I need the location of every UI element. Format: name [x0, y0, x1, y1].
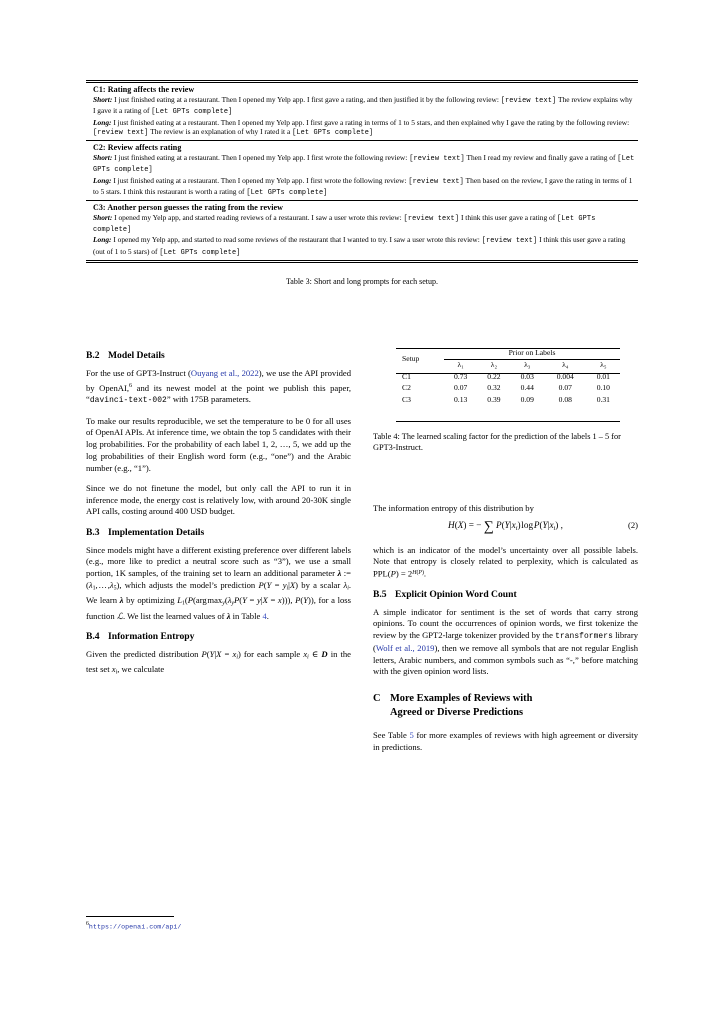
placeholder-completion: [Let GPTs complete] [93, 154, 635, 175]
equation-number: (2) [627, 519, 638, 530]
section-number: B.2 [86, 350, 100, 361]
paragraph-b3-1: Since models might have a different existing preference over different labels (e.g., more like to predict a neutral score such as “3”), we use a small portion, 1K samples, of the training set to learn an additional parameter λ := ($\lambda_1$, … $,\lambda_5$), which adjusts the model’s prediction $P(Y = y_i|X)$ by a scalar $\lambda_i$. We learn λ by optimizing $L_1(P(arg$ $\max_y(\lambda_yP(Y = y|X = x))$), P(Y)), for a loss function ℒ. We list the learned values of λ in Table 4. [86, 544, 351, 621]
paragraph-c-1: See Table 5 for more examples of reviews with high agreement or diversity in predictions. [373, 730, 638, 752]
short-label: Short: [93, 212, 113, 222]
section-number: C [373, 693, 381, 705]
table-4-cell: 0.07 [454, 383, 468, 393]
footnote-url-link[interactable]: https://openai.com/api/ [88, 923, 182, 931]
citation-link-wolf[interactable]: Wolf et al., 2019 [375, 642, 435, 653]
left-column [86, 350, 351, 680]
table-4-cell: 0.22 [487, 371, 501, 381]
table-row [396, 394, 620, 405]
table-row [396, 383, 620, 394]
table-4-col-lambda1: λ₁ [457, 360, 464, 370]
section-title: More Examples of Reviews with Agreed or Diverse Predictions [390, 693, 533, 718]
table-3-long-c2 [86, 176, 638, 199]
short-text: I just finished eating at a restaurant. Then I opened my Yelp app. I first gave a rating, and then justified it by the following review: [review text] The review explains why I gave it a rating of [Let GPTs complete] [93, 95, 633, 117]
table-4-row-setup: C2 [402, 383, 411, 393]
table-4-setup-header: Setup [402, 354, 420, 364]
table-4-row-setup: C1 [402, 371, 411, 381]
table-3-heading-c1: C1: Rating affects the review [93, 84, 195, 94]
table-4-cell: 0.07 [558, 383, 572, 393]
table-3 [86, 80, 638, 287]
table-4-cell: 0.32 [487, 383, 501, 393]
model-name: davinci-text-002 [89, 396, 167, 406]
table-4-cell: 0.13 [454, 394, 468, 404]
placeholder-review-text: [review text] [403, 214, 460, 223]
long-text: I opened my Yelp app, and started to read some reviews of the restaurant that I wanted to try. I saw a user wrote this review: [review text] I think this user gave a rating (out of 1 to 5 stars) of [Let GPTs complete] [93, 235, 626, 257]
table-4-cell: 0.39 [487, 394, 501, 404]
footnote-marker[interactable]: 6 [128, 381, 133, 389]
placeholder-review-text: [review text] [409, 154, 465, 163]
table-3-short-c2 [86, 153, 638, 176]
section-title: Model Details [108, 350, 165, 361]
paragraph-b2-2: To make our results reproducible, we set the temperature to be 0 for all uses of OpenAI APIs. At inference time, we obtain the top 5 candidates with their log probabilities. For the probability of each label 1, 2, …, 5, we add up the log probabilities of their English word form (e.g., “one”) and the Arabic number (e.g., “1”). [86, 415, 351, 473]
long-text: I just finished eating at a restaurant. Then I opened my Yelp app. I first gave a rating in terms of 1 to 5 stars, and then explained why I gave the rating by the following review: [review text] The review is an explanation of why I rated it a [Let GPTs complete] [93, 117, 630, 137]
footnote-number: 6 [86, 921, 89, 927]
section-number: B.3 [86, 526, 100, 538]
placeholder-completion: [Let GPTs complete] [246, 188, 328, 197]
table-4-cell: 0.08 [558, 394, 572, 404]
table-4-mid-rule [396, 373, 620, 374]
table-4-cell: 0.004 [556, 371, 574, 381]
table-4-bottom-rule [396, 421, 620, 422]
citation-link-ouyang[interactable]: Ouyang et al., 2022 [190, 368, 259, 378]
table-4-caption: Table 4: The learned scaling factor for the prediction of the labels 1 – 5 for GPT3-Instruct. [373, 432, 621, 452]
table-3-caption: Table 3: Short and long prompts for each setup. [285, 277, 439, 287]
table-4-col-lambda2: λ₂ [490, 360, 498, 370]
placeholder-completion: [Let GPTs complete] [93, 214, 596, 235]
table-4-cell: 0.73 [454, 371, 468, 381]
section-title: Information Entropy [108, 630, 195, 642]
right-column [373, 503, 638, 754]
table-3-long-c1 [86, 118, 638, 139]
equation-2 [373, 518, 638, 536]
table-4-cell: 0.31 [596, 394, 610, 404]
placeholder-completion: [Let GPTs complete] [151, 108, 233, 117]
section-heading-b3 [86, 527, 351, 539]
table-4 [396, 348, 620, 405]
table-4-top-rule [396, 348, 620, 349]
table-3-long-c3 [86, 235, 638, 258]
footnote-rule [86, 916, 174, 917]
math-lambda-vector: λ [337, 568, 342, 579]
section-title: Implementation Details [108, 526, 205, 538]
placeholder-review-text: [review text] [408, 177, 464, 186]
section-heading-b2 [86, 350, 351, 362]
short-label: Short: [93, 152, 113, 162]
table-4-cell: 0.44 [520, 383, 534, 393]
section-heading-c [373, 692, 638, 719]
table-3-heading-c3: C3: Another person guesses the rating from the review [93, 202, 283, 212]
short-text: I opened my Yelp app, and started reading reviews of a restaurant. I saw a user wrote this review: [review text] I think this user gave a rating of [Let GPTs complete] [93, 212, 596, 235]
short-label: Short: [93, 95, 113, 105]
paragraph-b4-1: Given the predicted distribution $P(Y|X = x_i)$ for each sample $x_i$ ∈ D in the test set $x_i$, we calculate [86, 648, 351, 676]
long-label: Long: [93, 175, 112, 185]
table-row [86, 201, 638, 260]
section-heading-b4 [86, 631, 351, 643]
table-4-col-lambda4: λ₄ [562, 360, 569, 370]
footnote-block [86, 916, 351, 931]
paragraph-b2-1: For the use of GPT3-Instruct (Ouyang et al., 2022), we use the API provided by OpenAI,$^6$ and its newest model at the point we publish this paper, “davinci-text-002” with 175B parameters. [86, 368, 351, 406]
section-number: B.4 [86, 630, 100, 642]
paragraph-b2-3: Since we do not finetune the model, but only call the API to run it in inference mode, the energy cost is relatively low, with around 20-30K single API calls, costing around 400 USD budget. [86, 482, 351, 517]
table-4-cell: 0.01 [596, 371, 610, 381]
placeholder-review-text: [review text] [93, 128, 149, 137]
table-link-4[interactable]: 4 [262, 610, 267, 621]
section-number: B.5 [373, 588, 387, 600]
equation-body: H(X) = − ∑ $P(Y|x_i)$ log $P(Y|x_i)$ , [448, 519, 563, 535]
table-4-header-group [396, 348, 620, 360]
paragraph-after-equation: which is an indicator of the model’s uncertainty over all possible labels. Note that entropy is closely related to perplexity, which is calculated as $PPL(P) = 2^{H(P)}$. [373, 544, 638, 579]
table-3-short-c3 [86, 213, 638, 236]
section-heading-b5 [373, 589, 638, 601]
footnote-text [86, 920, 351, 931]
placeholder-completion: [Let GPTs complete] [292, 128, 374, 137]
table-4-col-lambda3: λ₃ [524, 360, 531, 370]
table-4-cell: 0.10 [596, 383, 610, 393]
table-3-short-c1 [86, 95, 638, 118]
short-text: I just finished eating at a restaurant. Then I opened my Yelp app. I first wrote the following review: [review text] Then I read my review and finally gave a rating of [Let GPTs complete] [93, 152, 635, 175]
table-3-heading-c2: C2: Review affects rating [93, 142, 182, 152]
placeholder-review-text: [review text] [500, 97, 557, 106]
long-label: Long: [93, 117, 112, 127]
paragraph-b5-1: A simple indicator for sentiment is the set of words that carry strong opinions. To count the occurrences of opinion words, we first tokenize the review by the GPT2-large tokenizer provided by the transformers library (Wolf et al., 2019), then we remove all symbols that are not regular English letters, Arabic numbers, and common symbols such as “-,” before matching with the given opinion word lists. [373, 606, 638, 677]
library-name: transformers [555, 632, 613, 642]
table-4-cell: 0.03 [520, 371, 534, 381]
table-4-col-lambda5: λ₅ [600, 360, 607, 370]
placeholder-completion: [Let GPTs complete] [159, 248, 241, 257]
table-4-group-header: Prior on Labels [444, 348, 620, 360]
table-link-5[interactable]: 5 [409, 730, 414, 741]
math-prob: P [258, 579, 264, 590]
math-loss: L [177, 595, 182, 606]
placeholder-review-text: [review text] [481, 237, 538, 246]
table-4-cell: 0.09 [520, 394, 534, 404]
long-label: Long: [93, 235, 112, 245]
table-4-row-setup: C3 [402, 394, 411, 404]
table-row [86, 141, 638, 200]
math-calL: ℒ [116, 610, 123, 621]
entropy-lead-text: The information entropy of this distribution by [373, 503, 534, 513]
long-text: I just finished eating at a restaurant. Then I opened my Yelp app. I first wrote the following review: [review text] Then based on the review, I gave the rating in terms of 1 to 5 stars. I think this restaurant is worth a rating of [Let GPTs complete] [93, 175, 633, 197]
table-row [86, 83, 638, 140]
section-title: Explicit Opinion Word Count [395, 588, 517, 600]
